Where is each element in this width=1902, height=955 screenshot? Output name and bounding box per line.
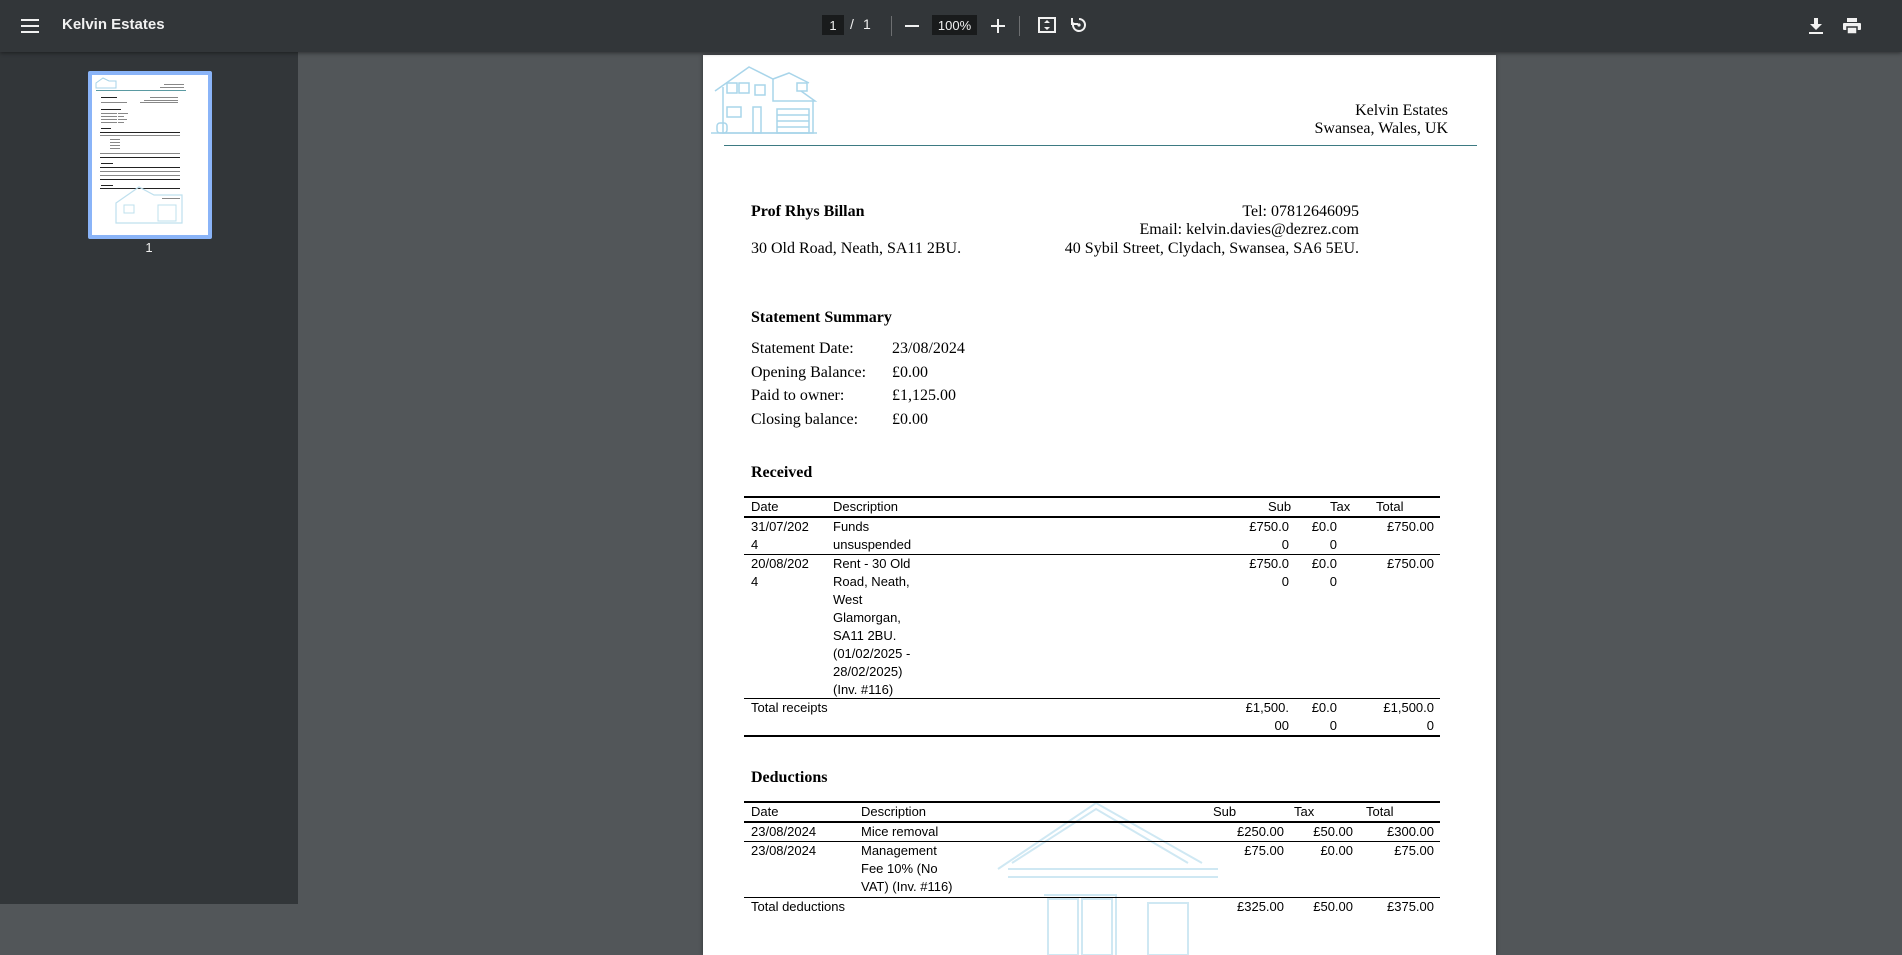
summary-value: £0.00	[892, 411, 928, 428]
received-row-date: 31/07/202 4	[751, 519, 809, 552]
deductions-header-sub: Sub	[1213, 804, 1237, 819]
zoom-in-icon	[991, 19, 1005, 33]
received-total-sub: £1,500. 00	[1245, 700, 1289, 733]
deductions-total-label: Total deductions	[751, 899, 845, 914]
deductions-header-total: Total	[1366, 804, 1394, 819]
received-header-date: Date	[751, 499, 779, 514]
pdf-toolbar	[0, 0, 1902, 52]
received-row-description: Funds unsuspended	[833, 519, 912, 552]
summary-value: 23/08/2024	[892, 340, 965, 357]
received-title: Received	[751, 464, 813, 481]
zoom-in-button[interactable]	[984, 12, 1012, 40]
deduction-row-date: 23/08/2024	[751, 824, 817, 839]
deductions-header-tax: Tax	[1294, 804, 1315, 819]
received-header-description: Description	[833, 499, 899, 514]
received-row-tax: £0.0 0	[1311, 519, 1337, 552]
pdf-page	[703, 55, 1496, 955]
summary-title: Statement Summary	[751, 309, 892, 326]
summary-label: Opening Balance:	[751, 364, 867, 381]
deduction-row-total: £300.00	[1387, 824, 1434, 839]
toolbar-divider	[1019, 16, 1020, 36]
fit-to-page-button[interactable]	[1032, 10, 1062, 40]
fit-page-icon	[1038, 17, 1056, 33]
deduction-row-tax: £0.00	[1320, 843, 1353, 858]
page-thumbnail[interactable]	[88, 71, 212, 239]
zoom-out-button[interactable]	[898, 12, 926, 40]
zoom-input[interactable]	[932, 15, 977, 35]
received-total-tax: £0.0 0	[1311, 700, 1337, 733]
page-total: 1	[863, 16, 871, 32]
owner-name: Prof Rhys Billan	[751, 203, 865, 220]
thumbnail-sidebar	[0, 52, 298, 904]
document-title: Kelvin Estates	[62, 16, 165, 33]
table-rule	[744, 735, 1440, 737]
agent-email: Email: kelvin.davies@dezrez.com	[1139, 221, 1359, 238]
house-logo-icon	[95, 77, 117, 89]
deductions-total-total: £375.00	[1387, 899, 1434, 914]
summary-label: Closing balance:	[751, 411, 859, 428]
deduction-row-date: 23/08/2024	[751, 843, 817, 858]
house-watermark-icon	[114, 181, 184, 225]
received-row-total: £750.00	[1387, 519, 1434, 534]
house-watermark-icon	[988, 785, 1408, 955]
agent-address: 40 Sybil Street, Clydach, Swansea, SA6 5EU.	[1064, 240, 1359, 257]
deduction-row-total: £75.00	[1394, 843, 1434, 858]
deductions-total-sub: £325.00	[1237, 899, 1284, 914]
owner-address: 30 Old Road, Neath, SA11 2BU.	[751, 240, 962, 257]
deduction-row-sub: £250.00	[1237, 824, 1284, 839]
download-icon	[1809, 18, 1823, 34]
company-logo-icon	[709, 61, 819, 139]
deduction-row-description: Management Fee 10% (No VAT) (Inv. #116)	[861, 843, 953, 894]
company-name: Kelvin Estates	[1355, 102, 1448, 119]
company-location: Swansea, Wales, UK	[1314, 120, 1448, 137]
received-row-total: £750.00	[1387, 556, 1434, 571]
rotate-button[interactable]	[1064, 10, 1094, 40]
page-separator: /	[850, 16, 854, 32]
page-number-input[interactable]	[822, 15, 844, 35]
deductions-header-description: Description	[861, 804, 927, 819]
header-divider	[724, 145, 1477, 146]
summary-label: Paid to owner:	[751, 387, 845, 404]
received-row-sub: £750.0 0	[1249, 556, 1289, 589]
summary-value: £1,125.00	[892, 387, 956, 404]
deductions-title: Deductions	[751, 769, 828, 786]
received-total-total: £1,500.0 0	[1383, 700, 1434, 733]
deduction-row-tax: £50.00	[1313, 824, 1353, 839]
print-icon	[1843, 18, 1861, 34]
agent-telephone: Tel: 07812646095	[1242, 203, 1359, 220]
toolbar-divider	[891, 16, 892, 36]
download-button[interactable]	[1800, 10, 1832, 42]
zoom-out-icon	[905, 19, 919, 33]
print-button[interactable]	[1836, 10, 1868, 42]
deductions-header-date: Date	[751, 804, 779, 819]
deduction-row-sub: £75.00	[1244, 843, 1284, 858]
table-rule	[744, 801, 1440, 803]
received-total-label: Total receipts	[751, 700, 828, 715]
menu-button[interactable]	[14, 10, 46, 42]
summary-label: Statement Date:	[751, 340, 854, 357]
received-row-description: Rent - 30 Old Road, Neath, West Glamorgan, SA11 2BU. (01/02/2025 - 28/02/2025) (Inv. #116)	[833, 556, 911, 697]
thumbnail-page-number: 1	[145, 240, 153, 255]
received-row-date: 20/08/202 4	[751, 556, 809, 589]
deduction-row-description: Mice removal	[861, 824, 939, 839]
summary-value: £0.00	[892, 364, 928, 381]
received-header-total: Total	[1376, 499, 1404, 514]
rotate-icon	[1070, 16, 1088, 34]
received-header-tax: Tax	[1330, 499, 1351, 514]
menu-icon	[21, 19, 39, 33]
deductions-total-tax: £50.00	[1313, 899, 1353, 914]
received-row-tax: £0.0 0	[1311, 556, 1337, 589]
received-header-sub: Sub	[1268, 499, 1292, 514]
received-row-sub: £750.0 0	[1249, 519, 1289, 552]
